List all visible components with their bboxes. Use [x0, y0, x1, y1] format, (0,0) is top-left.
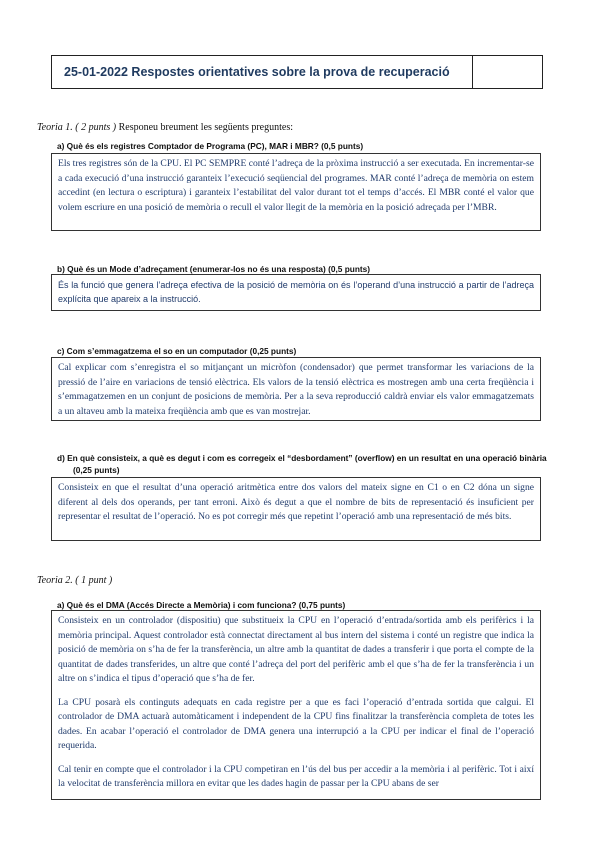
answer-b: És la funció que genera l’adreça efectiva de la posició de memòria on és l’operand d’una instrucció a partir de l’adreça explícita que apareix a la instrucció. — [51, 274, 541, 311]
answer-dma-paragraph-3: Cal tenir en compte que el controlador i la CPU competiran en l’ús del bus per accedir a la memòria i al perifèric. Tot i així la velocitat de transferència millora en evitar que les dades hagin de passar per la CPU abans de ser — [58, 763, 534, 789]
teoria2-heading — [37, 575, 112, 586]
question-d: d) En què consisteix, a què es degut i com es corregeix el “desbordament” (overflow) en un resultat en una operació binària — [57, 453, 547, 463]
question-b: b) Què és un Mode d’adreçament (enumerar-los no és una resposta) (0,5 punts) — [57, 264, 371, 274]
teoria1-label: Teoria 1. ( 2 punts ) — [37, 122, 117, 133]
question-d-points: (0,25 punts) — [73, 465, 120, 475]
question-dma: a) Què és el DMA (Accés Directe a Memòria) i com funciona? (0,75 punts) — [57, 600, 346, 610]
teoria2-label: Teoria 2. ( 1 punt ) — [37, 575, 113, 586]
page-title: 25-01-2022 Respostes orientatives sobre la prova de recuperació — [52, 56, 473, 88]
answer-dma — [51, 610, 541, 800]
answer-dma-paragraph-2: La CPU posarà els continguts adequats en cada registre per a que es faci l’operació d’entrada sortida que calgui. El controlador de DMA actuarà automàticament i independent de la CPU fins finalitzar la transferència completa de totes les dades. En acabar l’operació el controlador de DMA genera una interrupció a la CPU per indicar el final de l’operació requerida. — [58, 696, 534, 751]
answer-c: Cal explicar com s’enregistra el so mitjançant un micròfon (condensador) que permet transformar les variacions de la pressió de l’aire en variacions de tensió elèctrica. Els valors de la tensió elèctrica es mostregen amb una certa freqüència i s’emmagatzemen en un conjunt de posicions de memòria. Per a la seva reproducció caldrà enviar els valor emmagatzemats a un altaveu amb la mateixa freqüència amb que es van mostrejar. — [51, 357, 541, 421]
title-empty-cell — [473, 56, 542, 88]
title-box — [51, 55, 543, 89]
answer-a: Els tres registres són de la CPU. El PC SEMPRE conté l’adreça de la pròxima instrucció a ser executada. En incrementar-se a cada execució d’una instrucció garanteix l’execució seqüencial del programes. MAR conté l’adreça de memòria on estem accedint (en lectura o escriptura) i garanteix l’estabilitat del valor durant tot el temps d’accés. El MBR conté el valor que volem escriure en una posició de memòria o recull el valor llegit de la memòria en la posició adreçada per l’MBR. — [51, 153, 541, 231]
question-c: c) Com s’emmagatzema el so en un computador (0,25 punts) — [57, 346, 297, 356]
teoria1-heading — [37, 122, 293, 133]
answer-d: Consisteix en que el resultat d’una operació aritmètica entre dos valors del mateix signe en C1 o en C2 dóna un signe diferent al dels dos operands, per tant erroni. Això és degut a que el nombre de bits de representació és insuficient per representar el resultat de l’operació. No es pot corregir més que repetint l’operació amb una representació de més bits. — [51, 477, 541, 541]
answer-dma-paragraph-1: Consisteix en un controlador (dispositiu) que substitueix la CPU en l’operació d’entrada/sortida amb els perifèrics i la memòria principal. Aquest controlador està connectat directament al bus intern del sistema i conté un registre que indica la posició de memòria on s’ha de fer la transferència, un altre amb la quantitat de dades a transferir i que porta el compte de la quantitat de dades transferides, un altre que conté l’adreça del port del perifèric amb el que s’ha de fer la transferència i un altre on s’indica el tipus d’operació que s’ha de fer. — [58, 615, 534, 684]
question-a: a) Què és els registres Comptador de Programa (PC), MAR i MBR? (0,5 punts) — [57, 141, 364, 151]
teoria1-instruction: Responeu breument les següents preguntes: — [116, 122, 293, 133]
